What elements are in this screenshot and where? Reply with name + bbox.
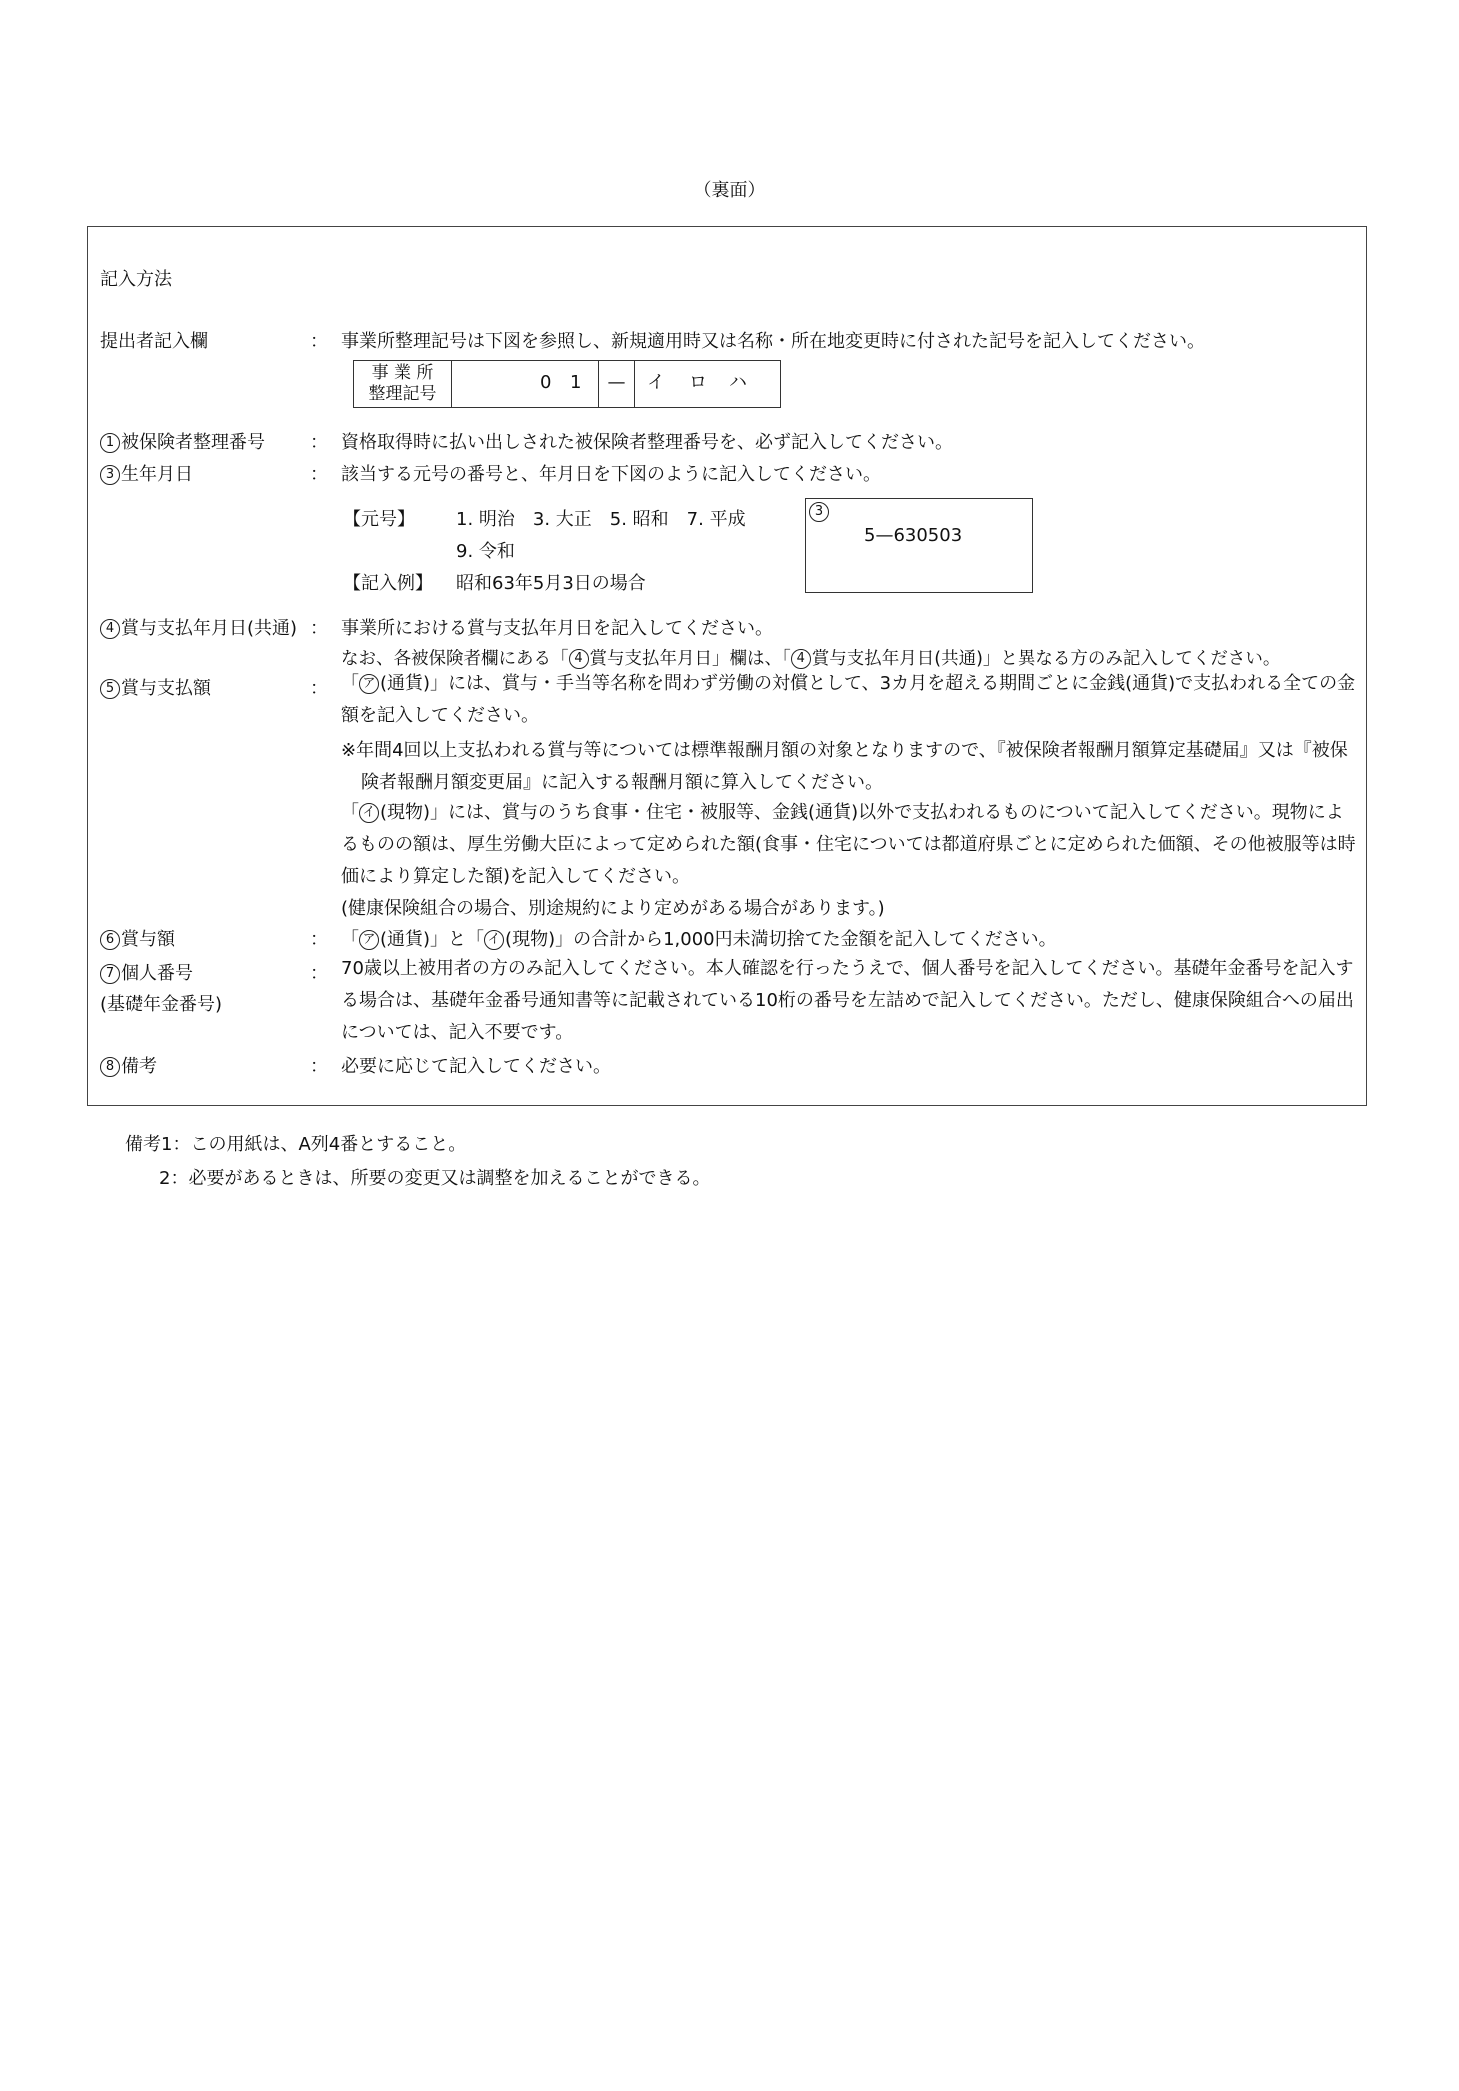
birthdate-label: 3 生年月日 (100, 460, 193, 486)
circled-number: 3 (100, 465, 120, 485)
colon: ： (310, 678, 328, 699)
circled-number: 3 (809, 502, 829, 522)
insured-number-text: 資格取得時に払い出しされた被保険者整理番号を、必ず記入してください。 (341, 432, 953, 453)
example-text: 昭和63年5月3日の場合 (456, 573, 646, 594)
circled-number: 4 (100, 619, 120, 639)
personal-number-label: 7 個人番号 (100, 959, 193, 985)
circled-number: 6 (100, 930, 120, 950)
office-code-kana: ロ (689, 372, 707, 393)
bonus-amount-note: ※年間4回以上支払われる賞与等については標準報酬月額の対象となりますので、『被保険者報酬月額算定基礎届』又は『被保険者報酬月額変更届』に記入する報酬月額に算入してください。 (341, 740, 1348, 793)
bonus-amount-paragraph2: 「 イ (現物)」には、賞与のうち食事・住宅・被服等、金銭(通貨)以外で支払われるものについて記入してください。現物によるものの額は、厚生労働大臣によって定められた額(食事・住宅については都道府県ごとに定められた価額、その他被服等は時価により算定した額)を記入してください。 (341, 802, 1356, 887)
office-code-kana: イ (647, 372, 665, 393)
footnotes (125, 1128, 710, 1196)
era-list-line2: 9. 令和 (456, 541, 515, 562)
birthdate-text: 該当する元号の番号と、年月日を下図のように記入してください。 (341, 464, 881, 485)
colon: ： (310, 963, 328, 984)
office-code-kana: ハ (729, 372, 747, 393)
bonus-date-text1: 事業所における賞与支払年月日を記入してください。 (341, 618, 773, 639)
circled-number: 8 (100, 1057, 120, 1077)
colon: ： (310, 929, 328, 950)
circled-katakana: ア (359, 674, 379, 694)
bonus-date-text2: なお、各被保険者欄にある「 4 賞与支払年月日」欄は、「 4 賞与支払年月日(共通)」と異なる方のみ記入してください。 (341, 649, 1281, 669)
office-code-digit: 1 (570, 372, 582, 393)
era-list-line1: 1. 明治 3. 大正 5. 昭和 7. 平成 (456, 509, 746, 530)
personal-number-sublabel: (基礎年金番号) (100, 994, 223, 1015)
office-code-header-line1: 事 業 所 (371, 363, 434, 383)
birthdate-example-box (805, 498, 1033, 593)
colon: ： (310, 464, 328, 485)
circled-katakana: ア (359, 930, 379, 950)
colon: ： (310, 331, 328, 352)
remarks-text: 必要に応じて記入してください。 (341, 1056, 611, 1077)
insured-number-label: 1 被保険者整理番号 (100, 428, 265, 454)
office-code-digit: 0 (540, 372, 552, 393)
circled-number: 4 (569, 649, 589, 669)
circled-number: 7 (100, 964, 120, 984)
submitter-text: 事業所整理記号は下図を参照し、新規適用時又は名称・所在地変更時に付された記号を記入してください。 (341, 331, 1205, 352)
circled-katakana: イ (484, 930, 504, 950)
remarks-label: 8 備考 (100, 1052, 157, 1078)
section-title: 記入方法 (100, 269, 172, 290)
submitter-label: 提出者記入欄 (100, 331, 208, 352)
colon: ： (310, 432, 328, 453)
office-code-dash: — (599, 361, 635, 407)
circled-number: 4 (791, 649, 811, 669)
colon: ： (310, 1056, 328, 1077)
footnote-2: 2：必要があるときは、所要の変更又は調整を加えることができる。 (159, 1168, 711, 1189)
bonus-amount-label: 5 賞与支払額 (100, 674, 211, 700)
office-code-number-cell (452, 361, 599, 407)
example-label: 【記入例】 (343, 573, 433, 594)
bonus-total-text: 「 ア (通貨)」と「 イ (現物)」の合計から1,000円未満切捨てた金額を記入してください。 (341, 929, 1057, 950)
era-label: 【元号】 (343, 509, 415, 530)
colon: ： (310, 618, 328, 639)
circled-number: 1 (100, 433, 120, 453)
example-value: 5—630503 (864, 525, 963, 546)
office-code-header (354, 361, 452, 407)
office-code-kana-cell (635, 361, 780, 407)
personal-number-text: 70歳以上被用者の方のみ記入してください。本人確認を行ったうえで、個人番号を記入してください。基礎年金番号を記入する場合は、基礎年金番号通知書等に記載されている10桁の番号を左詰めで記入してください。ただし、健康保険組合への届出については、記入不要です。 (341, 958, 1354, 1043)
office-code-header-line2: 整理記号 (368, 384, 437, 404)
circled-katakana: イ (359, 803, 379, 823)
bonus-total-label: 6 賞与額 (100, 925, 175, 951)
footnote-1: 備考1：この用紙は、A列4番とすること。 (125, 1134, 467, 1155)
page-heading: （裏面） (693, 180, 766, 201)
bonus-date-label: 4 賞与支払年月日(共通) (100, 614, 297, 640)
instructions-frame (87, 226, 1367, 1106)
bonus-amount-health-note: (健康保険組合の場合、別途規約により定めがある場合があります。) (341, 898, 885, 919)
circled-number: 5 (100, 679, 120, 699)
office-code-table (353, 360, 781, 408)
bonus-amount-paragraph1: 「 ア (通貨)」には、賞与・手当等名称を問わず労働の対償として、3カ月を超える期間ごとに金銭(通貨)で支払われる全ての金額を記入してください。 (341, 673, 1356, 726)
